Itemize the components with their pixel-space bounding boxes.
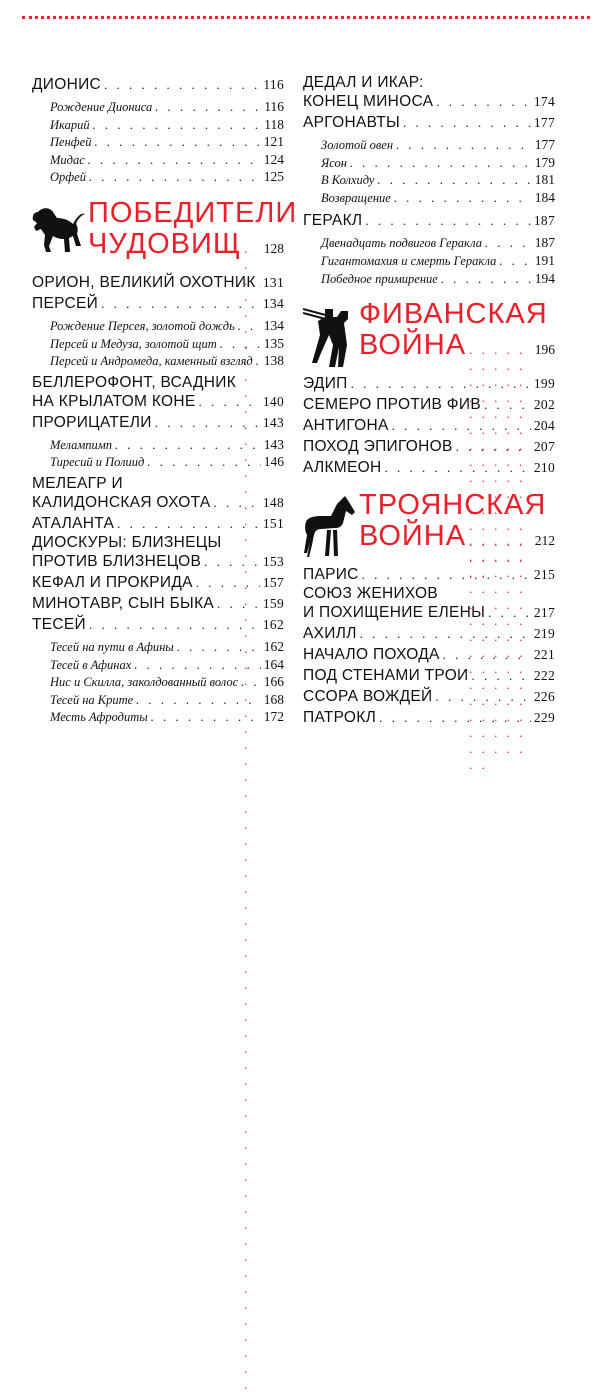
dot-leader [394,189,532,207]
toc-subentry[interactable] [303,252,555,270]
toc-subentry[interactable] [303,189,555,207]
entry-title: АТАЛАНТА [32,514,115,532]
entry-title: НАЧАЛО ПОХОДА [303,646,440,664]
section-title-line1: ПОБЕДИТЕЛИ [88,196,298,229]
entry-title: И ПОХИЩЕНИЕ ЕЛЕНЫ [303,604,486,622]
dot-leader [155,98,261,116]
subentry-group [303,234,555,287]
entry-title: ПОХОД ЭПИГОНОВ [303,438,453,456]
subentry-title: Возвращение [321,190,391,205]
page-number: 219 [533,626,555,642]
toc-right-column [303,74,555,728]
section-title-line2: ВОЙНА [359,329,467,362]
entry-title: КОНЕЦ МИНОСА [303,93,434,110]
page-number: 215 [533,567,555,583]
page-number: 116 [264,99,284,114]
entry-title: ГЕРАКЛ [303,212,363,230]
dot-leader [104,74,260,95]
page-number: 194 [534,270,555,286]
subentry-title: Двенадцать подвигов Геракла [321,236,482,251]
page-number: 172 [263,709,284,725]
page-number: 164 [263,656,284,672]
page-number: 138 [263,353,284,369]
page-number: 196 [534,342,555,358]
dot-leader [350,154,532,172]
entry-title: ПЕРСЕЙ [32,294,99,312]
toc-subentry[interactable] [32,151,284,169]
section-title-line2: ЧУДОВИЩ [88,227,242,260]
toc-entry-title-line1: БЕЛЛЕРОФОНТ, ВСАДНИК [32,373,237,391]
page-number: 187 [533,213,555,229]
subentry-group [32,98,284,186]
decorative-dotted-rule [22,16,590,19]
page-number: 153 [262,553,284,569]
subentry-title: Икарий [50,117,90,132]
dot-leader [396,136,532,154]
page-number: 187 [534,235,555,251]
entry-title: АХИЛЛ [303,625,357,643]
page-number: 125 [263,169,284,185]
entry-title: МИНОТАВР, СЫН БЫКА [32,594,215,612]
subentry-title: Золотой овен [321,138,394,152]
toc-subentry[interactable] [32,168,284,186]
entry-title: АЛКМЕОН [303,459,382,477]
toc-subentry[interactable] [32,98,284,116]
dot-leader [88,151,261,169]
dot-leader [365,210,530,231]
entry-title: НА КРЫЛАТОМ КОНЕ [32,392,196,410]
subentry-title: Гигантомахия и смерть Геракла [321,253,497,268]
entry-title: ЭДИП [303,375,348,393]
page-number: 143 [263,436,284,452]
page-number: 207 [533,439,555,455]
entry-title: КЕФАЛ И ПРОКРИДА [32,573,193,591]
toc-entry[interactable] [32,74,284,95]
section-title-line1: ФИВАНСКАЯ [359,298,548,331]
dot-leader [244,241,261,1393]
entry-title: ПРОТИВ БЛИЗНЕЦОВ [32,552,202,570]
entry-title: СЕМЕРО ПРОТИВ ФИВ [303,396,481,414]
dot-leader [441,270,532,288]
subentry-title: Месть Афродиты [50,710,148,725]
page-number: 217 [533,605,555,621]
subentry-title: Тиресий и Полиид [50,455,145,470]
page-number: 146 [263,454,284,470]
dot-leader [485,234,532,252]
dot-leader [94,133,260,151]
subentry-group [303,136,555,206]
page-number: 118 [264,116,284,132]
entry-title: ПАТРОКЛ [303,709,377,727]
subentry-title: Персей и Медуза, золотой щит [50,336,217,351]
dot-leader [499,252,531,270]
page-number: 181 [534,172,555,188]
dot-leader [469,533,532,773]
entry-title: АНТИГОНА [303,417,389,435]
page-number: 204 [533,418,555,434]
page-number: 128 [263,240,284,256]
page-number: 210 [533,460,555,476]
section-heading[interactable] [303,490,555,558]
toc-subentry[interactable] [32,116,284,134]
toc-subentry[interactable] [32,133,284,151]
page-number: 121 [263,134,284,150]
subentry-title: Рождение Диониса [50,100,153,114]
page-number: 131 [262,274,284,290]
page-number: 212 [534,533,555,549]
page-number: 168 [263,691,284,707]
page-number: 124 [263,151,284,167]
subentry-title: Тесей на пути в Афины [50,639,174,654]
entry-title: ПАРИС [303,566,359,584]
page-number: 162 [262,616,284,632]
subentry-title: Мидас [50,152,85,167]
page-number: 159 [262,595,284,611]
page-number: 179 [534,154,555,170]
toc-left-column [32,74,298,730]
section-title-line1: ТРОЯНСКАЯ [359,489,547,522]
page-number: 143 [262,414,284,430]
section-title-row [359,521,555,773]
toc-entry[interactable] [303,210,555,231]
page-number: 222 [533,668,555,684]
page-number: 177 [534,137,555,152]
subentry-title: Тесей в Афинах [50,657,132,672]
page-number: 221 [533,647,555,663]
page-number: 229 [533,710,555,726]
entry-title: ТЕСЕЙ [32,615,86,633]
subentry-title: Пенфей [50,135,92,150]
entry-title: ССОРА ВОЖДЕЙ [303,688,433,706]
page-number: 199 [533,376,555,392]
section-title-row [88,229,284,1393]
page-number: 174 [533,94,555,109]
page-number: 134 [263,317,284,333]
subentry-title: Мелампимп [50,437,113,452]
page-number: 148 [262,494,284,510]
page-number: 166 [263,674,284,690]
subentry-title: Персей и Андромеда, каменный взгляд [50,354,253,369]
page-number: 162 [263,638,284,654]
toc-subentry[interactable] [303,270,555,288]
entry-title: ПОД СТЕНАМИ ТРОИ [303,667,469,685]
entry-title: ПРОРИЦАТЕЛИ [32,413,152,431]
page-number: 202 [533,397,555,413]
toc-entry[interactable] [303,91,555,112]
toc-entry-title-line1: МЕЛЕАГР И [32,474,123,492]
subentry-title: Рождение Персея, золотой дождь [50,318,235,333]
toc-subentry[interactable] [303,136,555,154]
dot-leader [89,168,261,186]
subentry-title: Нис и Скилла, заколдованный волос [50,675,239,690]
toc-subentry[interactable] [303,154,555,172]
dot-leader [377,171,531,189]
page-number: 135 [263,335,284,351]
dot-leader [403,112,531,133]
page-number: 116 [263,77,284,92]
toc-entry-title-line1: ДЕДАЛ И ИКАР: [303,74,424,91]
page-number: 151 [262,515,284,531]
subentry-title: Орфей [50,170,86,185]
entry-title: ОРИОН, ВЕЛИКИЙ ОХОТНИК [32,273,256,291]
section-heading[interactable] [32,196,298,266]
entry-title: КАЛИДОНСКАЯ ОХОТА [32,493,211,511]
page-number: 157 [262,574,284,590]
toc-subentry[interactable] [303,171,555,189]
section-heading[interactable] [303,299,555,367]
dot-leader [436,91,531,112]
subentry-title: Ясон [321,155,347,170]
section-title-line2: ВОЙНА [359,520,467,553]
subentry-title: Тесей на Крите [50,692,134,707]
subentry-title: Победное примирение [321,271,438,286]
page-number: 184 [534,189,555,205]
entry-title: ДИОНИС [32,76,102,93]
toc-entry-title-line1: СОЮЗ ЖЕНИХОВ [303,585,439,603]
toc-entry[interactable] [303,112,555,133]
dot-leader [93,116,262,134]
page-number: 134 [262,295,284,311]
page-number: 191 [534,252,555,268]
page-number: 226 [533,689,555,705]
page-number: 177 [533,115,555,130]
subentry-title: В Колхиду [321,173,375,188]
toc-entry-title-line1: ДИОСКУРЫ: БЛИЗНЕЦЫ [32,533,222,551]
page-number: 140 [262,393,284,409]
toc-subentry[interactable] [303,234,555,252]
entry-title: АРГОНАВТЫ [303,114,400,131]
